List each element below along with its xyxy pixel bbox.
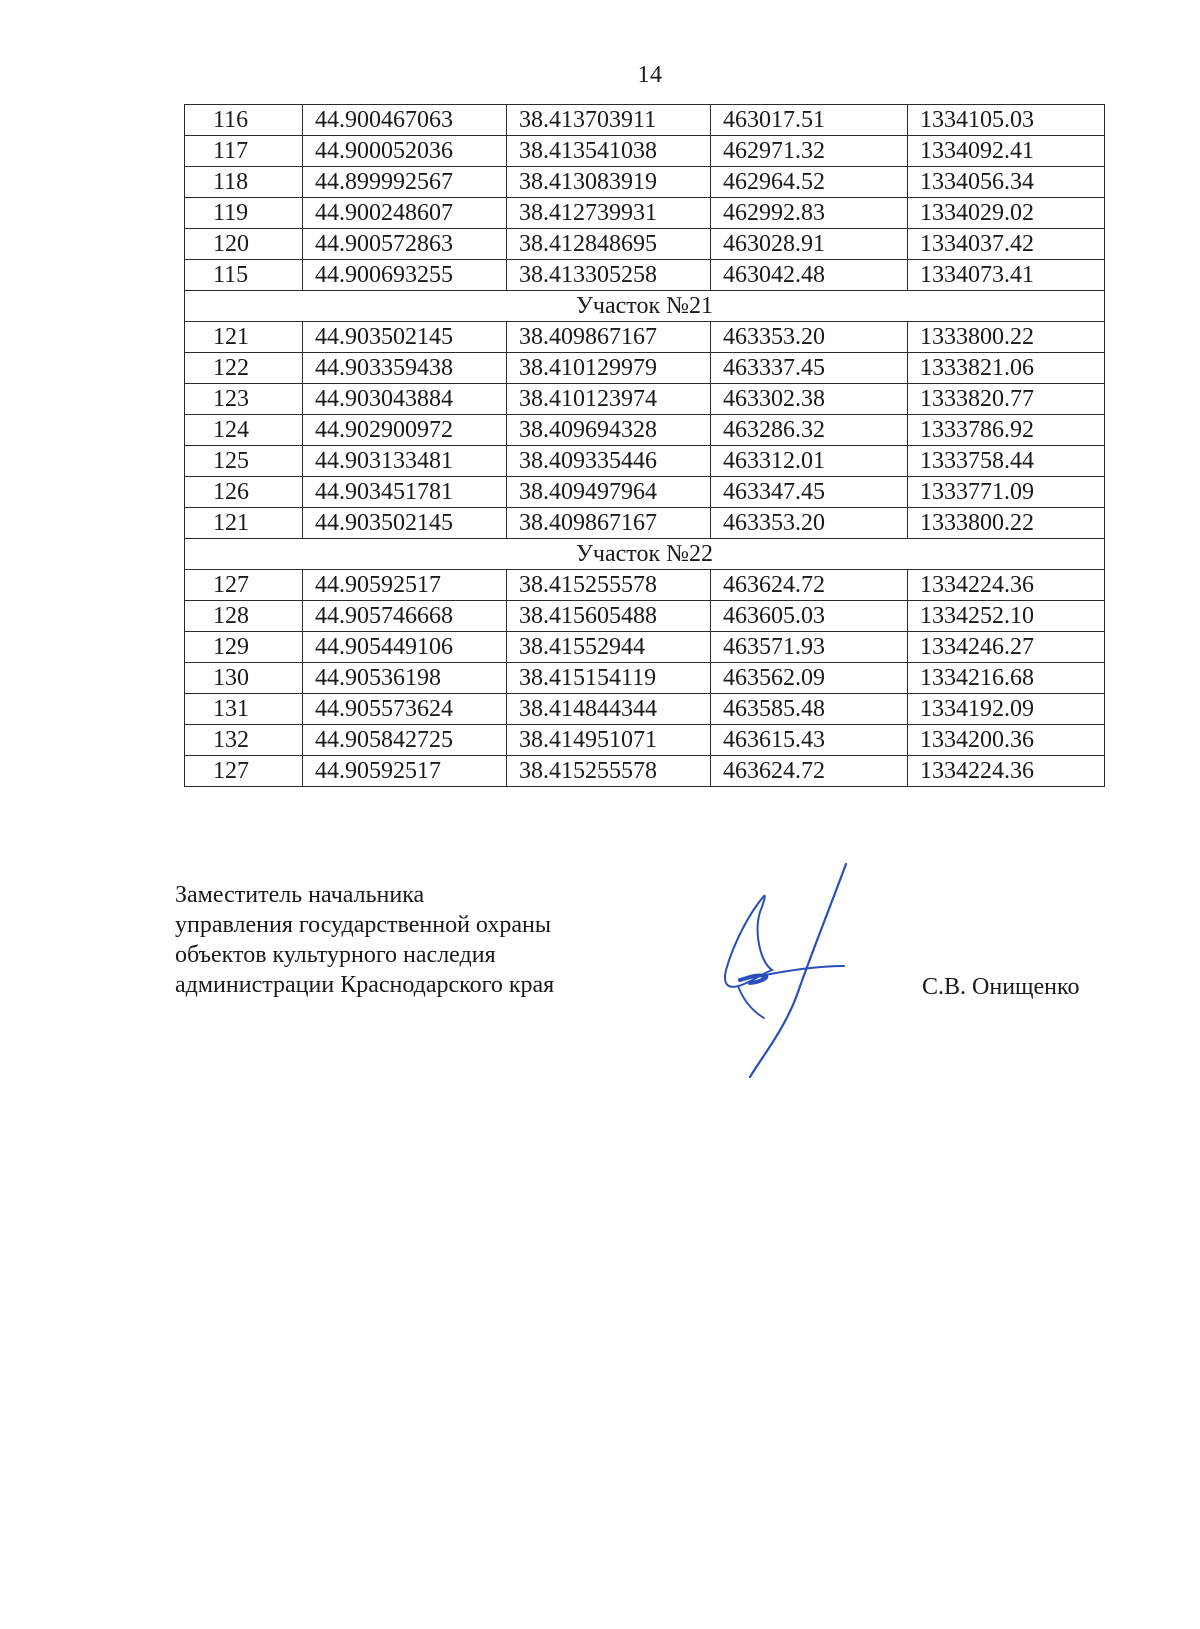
x-coordinate-cell: 463353.20: [711, 508, 908, 539]
table-row: [185, 229, 1105, 260]
table-row: [185, 477, 1105, 508]
latitude-cell: 44.903359438: [303, 353, 507, 384]
x-coordinate-cell: 462992.83: [711, 198, 908, 229]
table-row: [185, 167, 1105, 198]
y-coordinate-cell: 1334200.36: [908, 725, 1105, 756]
longitude-cell: 38.415605488: [507, 601, 711, 632]
longitude-cell: 38.415154119: [507, 663, 711, 694]
table-row: [185, 725, 1105, 756]
longitude-cell: 38.415255578: [507, 570, 711, 601]
y-coordinate-cell: 1333758.44: [908, 446, 1105, 477]
position-line: Заместитель начальника: [175, 882, 425, 908]
latitude-cell: 44.903133481: [303, 446, 507, 477]
x-coordinate-cell: 463312.01: [711, 446, 908, 477]
y-coordinate-cell: 1334192.09: [908, 694, 1105, 725]
point-number-cell: 120: [185, 229, 303, 260]
point-number-cell: 130: [185, 663, 303, 694]
latitude-cell: 44.90592517: [303, 570, 507, 601]
table-row: [185, 384, 1105, 415]
table-row: [185, 632, 1105, 663]
y-coordinate-cell: 1334037.42: [908, 229, 1105, 260]
table-row: [185, 756, 1105, 787]
longitude-cell: 38.410129979: [507, 353, 711, 384]
longitude-cell: 38.409694328: [507, 415, 711, 446]
longitude-cell: 38.414844344: [507, 694, 711, 725]
y-coordinate-cell: 1334216.68: [908, 663, 1105, 694]
latitude-cell: 44.903502145: [303, 508, 507, 539]
y-coordinate-cell: 1334252.10: [908, 601, 1105, 632]
longitude-cell: 38.413703911: [507, 105, 711, 136]
latitude-cell: 44.905746668: [303, 601, 507, 632]
section-title: Участок №22: [185, 539, 1105, 570]
longitude-cell: 38.413083919: [507, 167, 711, 198]
x-coordinate-cell: 462971.32: [711, 136, 908, 167]
position-line: управления государственной охраны: [175, 912, 551, 938]
y-coordinate-cell: 1334246.27: [908, 632, 1105, 663]
coordinates-table-body: [185, 105, 1105, 787]
table-row: [185, 322, 1105, 353]
table-row: [185, 694, 1105, 725]
table-row: [185, 446, 1105, 477]
point-number-cell: 121: [185, 508, 303, 539]
x-coordinate-cell: 463353.20: [711, 322, 908, 353]
y-coordinate-cell: 1333821.06: [908, 353, 1105, 384]
point-number-cell: 123: [185, 384, 303, 415]
longitude-cell: 38.409497964: [507, 477, 711, 508]
y-coordinate-cell: 1333786.92: [908, 415, 1105, 446]
point-number-cell: 127: [185, 570, 303, 601]
table-row: [185, 508, 1105, 539]
x-coordinate-cell: 463562.09: [711, 663, 908, 694]
latitude-cell: 44.900467063: [303, 105, 507, 136]
point-number-cell: 129: [185, 632, 303, 663]
latitude-cell: 44.903043884: [303, 384, 507, 415]
longitude-cell: 38.409335446: [507, 446, 711, 477]
x-coordinate-cell: 463028.91: [711, 229, 908, 260]
table-row: [185, 198, 1105, 229]
x-coordinate-cell: 463605.03: [711, 601, 908, 632]
table-row: [185, 663, 1105, 694]
x-coordinate-cell: 463017.51: [711, 105, 908, 136]
point-number-cell: 119: [185, 198, 303, 229]
latitude-cell: 44.900572863: [303, 229, 507, 260]
y-coordinate-cell: 1334056.34: [908, 167, 1105, 198]
table-row: [185, 353, 1105, 384]
y-coordinate-cell: 1334224.36: [908, 570, 1105, 601]
longitude-cell: 38.409867167: [507, 508, 711, 539]
longitude-cell: 38.414951071: [507, 725, 711, 756]
x-coordinate-cell: 463624.72: [711, 570, 908, 601]
x-coordinate-cell: 463337.45: [711, 353, 908, 384]
latitude-cell: 44.903451781: [303, 477, 507, 508]
section-header-row: [185, 539, 1105, 570]
table-row: [185, 570, 1105, 601]
point-number-cell: 131: [185, 694, 303, 725]
y-coordinate-cell: 1334224.36: [908, 756, 1105, 787]
latitude-cell: 44.905842725: [303, 725, 507, 756]
latitude-cell: 44.900052036: [303, 136, 507, 167]
x-coordinate-cell: 463571.93: [711, 632, 908, 663]
handwritten-signature: [720, 862, 870, 1082]
point-number-cell: 122: [185, 353, 303, 384]
latitude-cell: 44.90536198: [303, 663, 507, 694]
longitude-cell: 38.410123974: [507, 384, 711, 415]
y-coordinate-cell: 1334029.02: [908, 198, 1105, 229]
page-number: 14: [637, 62, 663, 88]
signatory-name: С.В. Онищенко: [922, 974, 1080, 1000]
point-number-cell: 115: [185, 260, 303, 291]
x-coordinate-cell: 463286.32: [711, 415, 908, 446]
x-coordinate-cell: 463302.38: [711, 384, 908, 415]
x-coordinate-cell: 463347.45: [711, 477, 908, 508]
table-row: [185, 601, 1105, 632]
signatory-position: [175, 880, 554, 1000]
x-coordinate-cell: 462964.52: [711, 167, 908, 198]
latitude-cell: 44.902900972: [303, 415, 507, 446]
y-coordinate-cell: 1333800.22: [908, 322, 1105, 353]
point-number-cell: 116: [185, 105, 303, 136]
point-number-cell: 132: [185, 725, 303, 756]
y-coordinate-cell: 1334073.41: [908, 260, 1105, 291]
point-number-cell: 121: [185, 322, 303, 353]
latitude-cell: 44.900693255: [303, 260, 507, 291]
longitude-cell: 38.41552944: [507, 632, 711, 663]
x-coordinate-cell: 463615.43: [711, 725, 908, 756]
table-row: [185, 415, 1105, 446]
x-coordinate-cell: 463624.72: [711, 756, 908, 787]
latitude-cell: 44.905573624: [303, 694, 507, 725]
point-number-cell: 124: [185, 415, 303, 446]
coordinates-table: [184, 104, 1105, 787]
latitude-cell: 44.899992567: [303, 167, 507, 198]
point-number-cell: 127: [185, 756, 303, 787]
latitude-cell: 44.900248607: [303, 198, 507, 229]
longitude-cell: 38.413305258: [507, 260, 711, 291]
point-number-cell: 128: [185, 601, 303, 632]
latitude-cell: 44.90592517: [303, 756, 507, 787]
longitude-cell: 38.413541038: [507, 136, 711, 167]
section-header-row: [185, 291, 1105, 322]
table-row: [185, 260, 1105, 291]
x-coordinate-cell: 463042.48: [711, 260, 908, 291]
y-coordinate-cell: 1333800.22: [908, 508, 1105, 539]
y-coordinate-cell: 1333820.77: [908, 384, 1105, 415]
point-number-cell: 126: [185, 477, 303, 508]
latitude-cell: 44.903502145: [303, 322, 507, 353]
point-number-cell: 118: [185, 167, 303, 198]
y-coordinate-cell: 1334092.41: [908, 136, 1105, 167]
table-row: [185, 105, 1105, 136]
longitude-cell: 38.415255578: [507, 756, 711, 787]
table-row: [185, 136, 1105, 167]
x-coordinate-cell: 463585.48: [711, 694, 908, 725]
y-coordinate-cell: 1334105.03: [908, 105, 1105, 136]
longitude-cell: 38.412848695: [507, 229, 711, 260]
point-number-cell: 125: [185, 446, 303, 477]
longitude-cell: 38.412739931: [507, 198, 711, 229]
y-coordinate-cell: 1333771.09: [908, 477, 1105, 508]
longitude-cell: 38.409867167: [507, 322, 711, 353]
latitude-cell: 44.905449106: [303, 632, 507, 663]
position-line: объектов культурного наследия: [175, 942, 496, 968]
position-line: администрации Краснодарского края: [175, 972, 555, 998]
point-number-cell: 117: [185, 136, 303, 167]
section-title: Участок №21: [185, 291, 1105, 322]
